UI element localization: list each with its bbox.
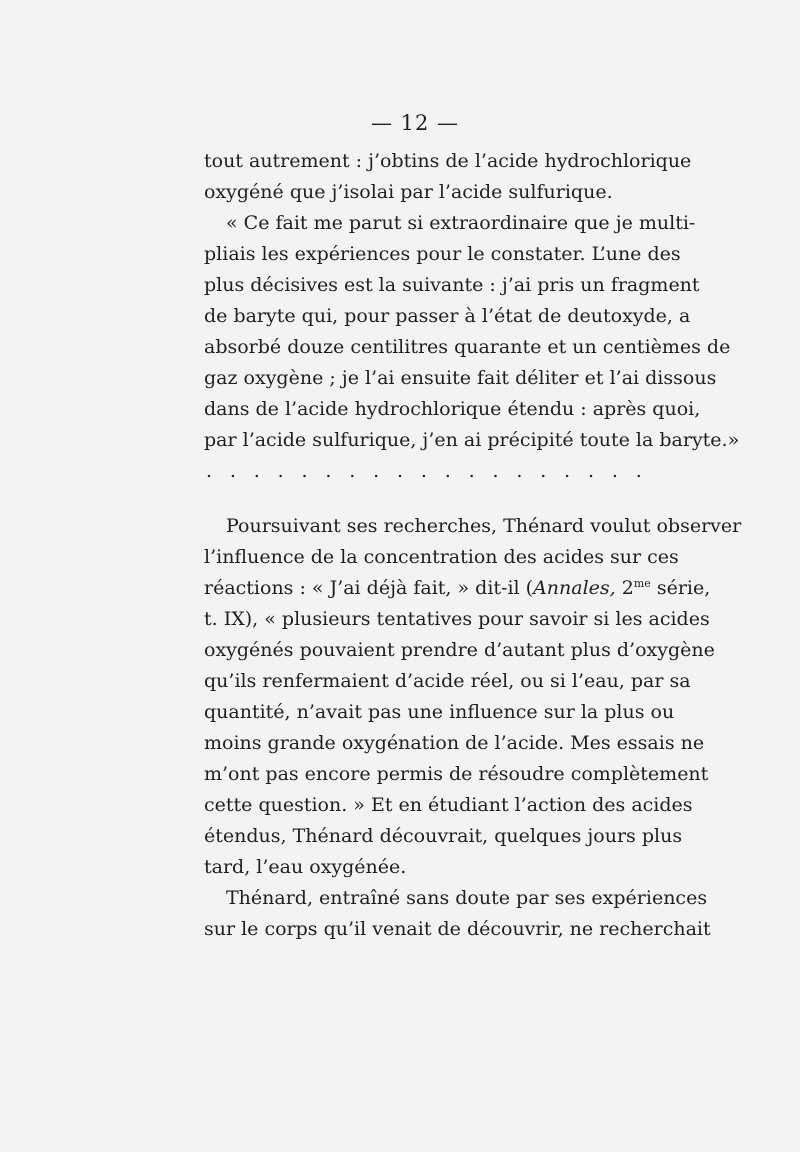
- text-line: oxygéné que j’isolai par l’acide sulfurique.: [204, 181, 613, 203]
- text-line: pliais les expériences pour le constater. L’une des: [204, 243, 681, 265]
- text-line: tard, l’eau oxygénée.: [204, 856, 407, 878]
- ellipsis-dot: .: [468, 460, 475, 482]
- text-line: Poursuivant ses recherches, Thénard voulut observer: [226, 515, 742, 537]
- ellipsis-dot: .: [420, 460, 427, 482]
- ellipsis-dot: .: [397, 460, 404, 482]
- ellipsis-dot: .: [588, 460, 595, 482]
- text-segment: 2: [615, 577, 634, 599]
- ellipsis-row: [204, 456, 642, 487]
- journal-title: Annales,: [533, 577, 616, 599]
- text-line: m’ont pas encore permis de résoudre complètement: [204, 763, 709, 785]
- body-text: [204, 146, 742, 945]
- ellipsis-dot: .: [206, 460, 213, 482]
- ellipsis-dot: .: [325, 460, 332, 482]
- ellipsis-dot: .: [564, 460, 571, 482]
- ellipsis-dot: .: [229, 460, 236, 482]
- text-line: plus décisives est la suivante : j’ai pris un fragment: [204, 274, 700, 296]
- ellipsis-dot: .: [516, 460, 523, 482]
- page-number: — 12 —: [370, 111, 460, 135]
- text-line: « Ce fait me parut si extraordinaire que je multi-: [226, 212, 696, 234]
- text-line: oxygénés pouvaient prendre d’autant plus d’oxygène: [204, 639, 715, 661]
- text-line: Thénard, entraîné sans doute par ses expériences: [226, 887, 708, 909]
- ellipsis-dot: .: [444, 460, 451, 482]
- text-line: t. IX), « plusieurs tentatives pour savoir si les acides: [204, 608, 710, 630]
- ellipsis-dot: .: [253, 460, 260, 482]
- text-segment: réactions : « J’ai déjà fait, » dit-il (: [204, 577, 534, 599]
- ellipsis-dot: .: [492, 460, 499, 482]
- text-line: sur le corps qu’il venait de découvrir, ne recherchait: [204, 918, 711, 940]
- text-line: tout autrement : j’obtins de l’acide hydrochlorique: [204, 150, 692, 172]
- text-line: quantité, n’avait pas une influence sur la plus ou: [204, 701, 675, 723]
- text-line: étendus, Thénard découvrait, quelques jours plus: [204, 825, 683, 847]
- superscript: me: [633, 577, 651, 590]
- text-line: de baryte qui, pour passer à l’état de deutoxyde, a: [204, 305, 691, 327]
- text-line: moins grande oxygénation de l’acide. Mes essais ne: [204, 732, 705, 754]
- ellipsis-dot: .: [349, 460, 356, 482]
- ellipsis-dot: .: [635, 460, 642, 482]
- text-line: absorbé douze centilitres quarante et un centièmes de: [204, 336, 731, 358]
- text-line: dans de l’acide hydrochlorique étendu : après quoi,: [204, 398, 701, 420]
- text-line: gaz oxygène ; je l’ai ensuite fait déliter et l’ai dissous: [204, 367, 717, 389]
- text-line-with-citation: [204, 573, 711, 604]
- paragraph-gap: [204, 487, 642, 511]
- ellipsis-dot: .: [301, 460, 308, 482]
- ellipsis-dot: .: [540, 460, 547, 482]
- text-line: cette question. » Et en étudiant l’action des acides: [204, 794, 693, 816]
- text-line: l’influence de la concentration des acides sur ces: [204, 546, 679, 568]
- text-line: qu’ils renfermaient d’acide réel, ou si l’eau, par sa: [204, 670, 691, 692]
- ellipsis-dot: .: [373, 460, 380, 482]
- text-line: par l’acide sulfurique, j’en ai précipité toute la baryte.»: [204, 429, 740, 451]
- text-segment: série,: [650, 577, 711, 599]
- ellipsis-dot: .: [277, 460, 284, 482]
- ellipsis-dot: .: [611, 460, 618, 482]
